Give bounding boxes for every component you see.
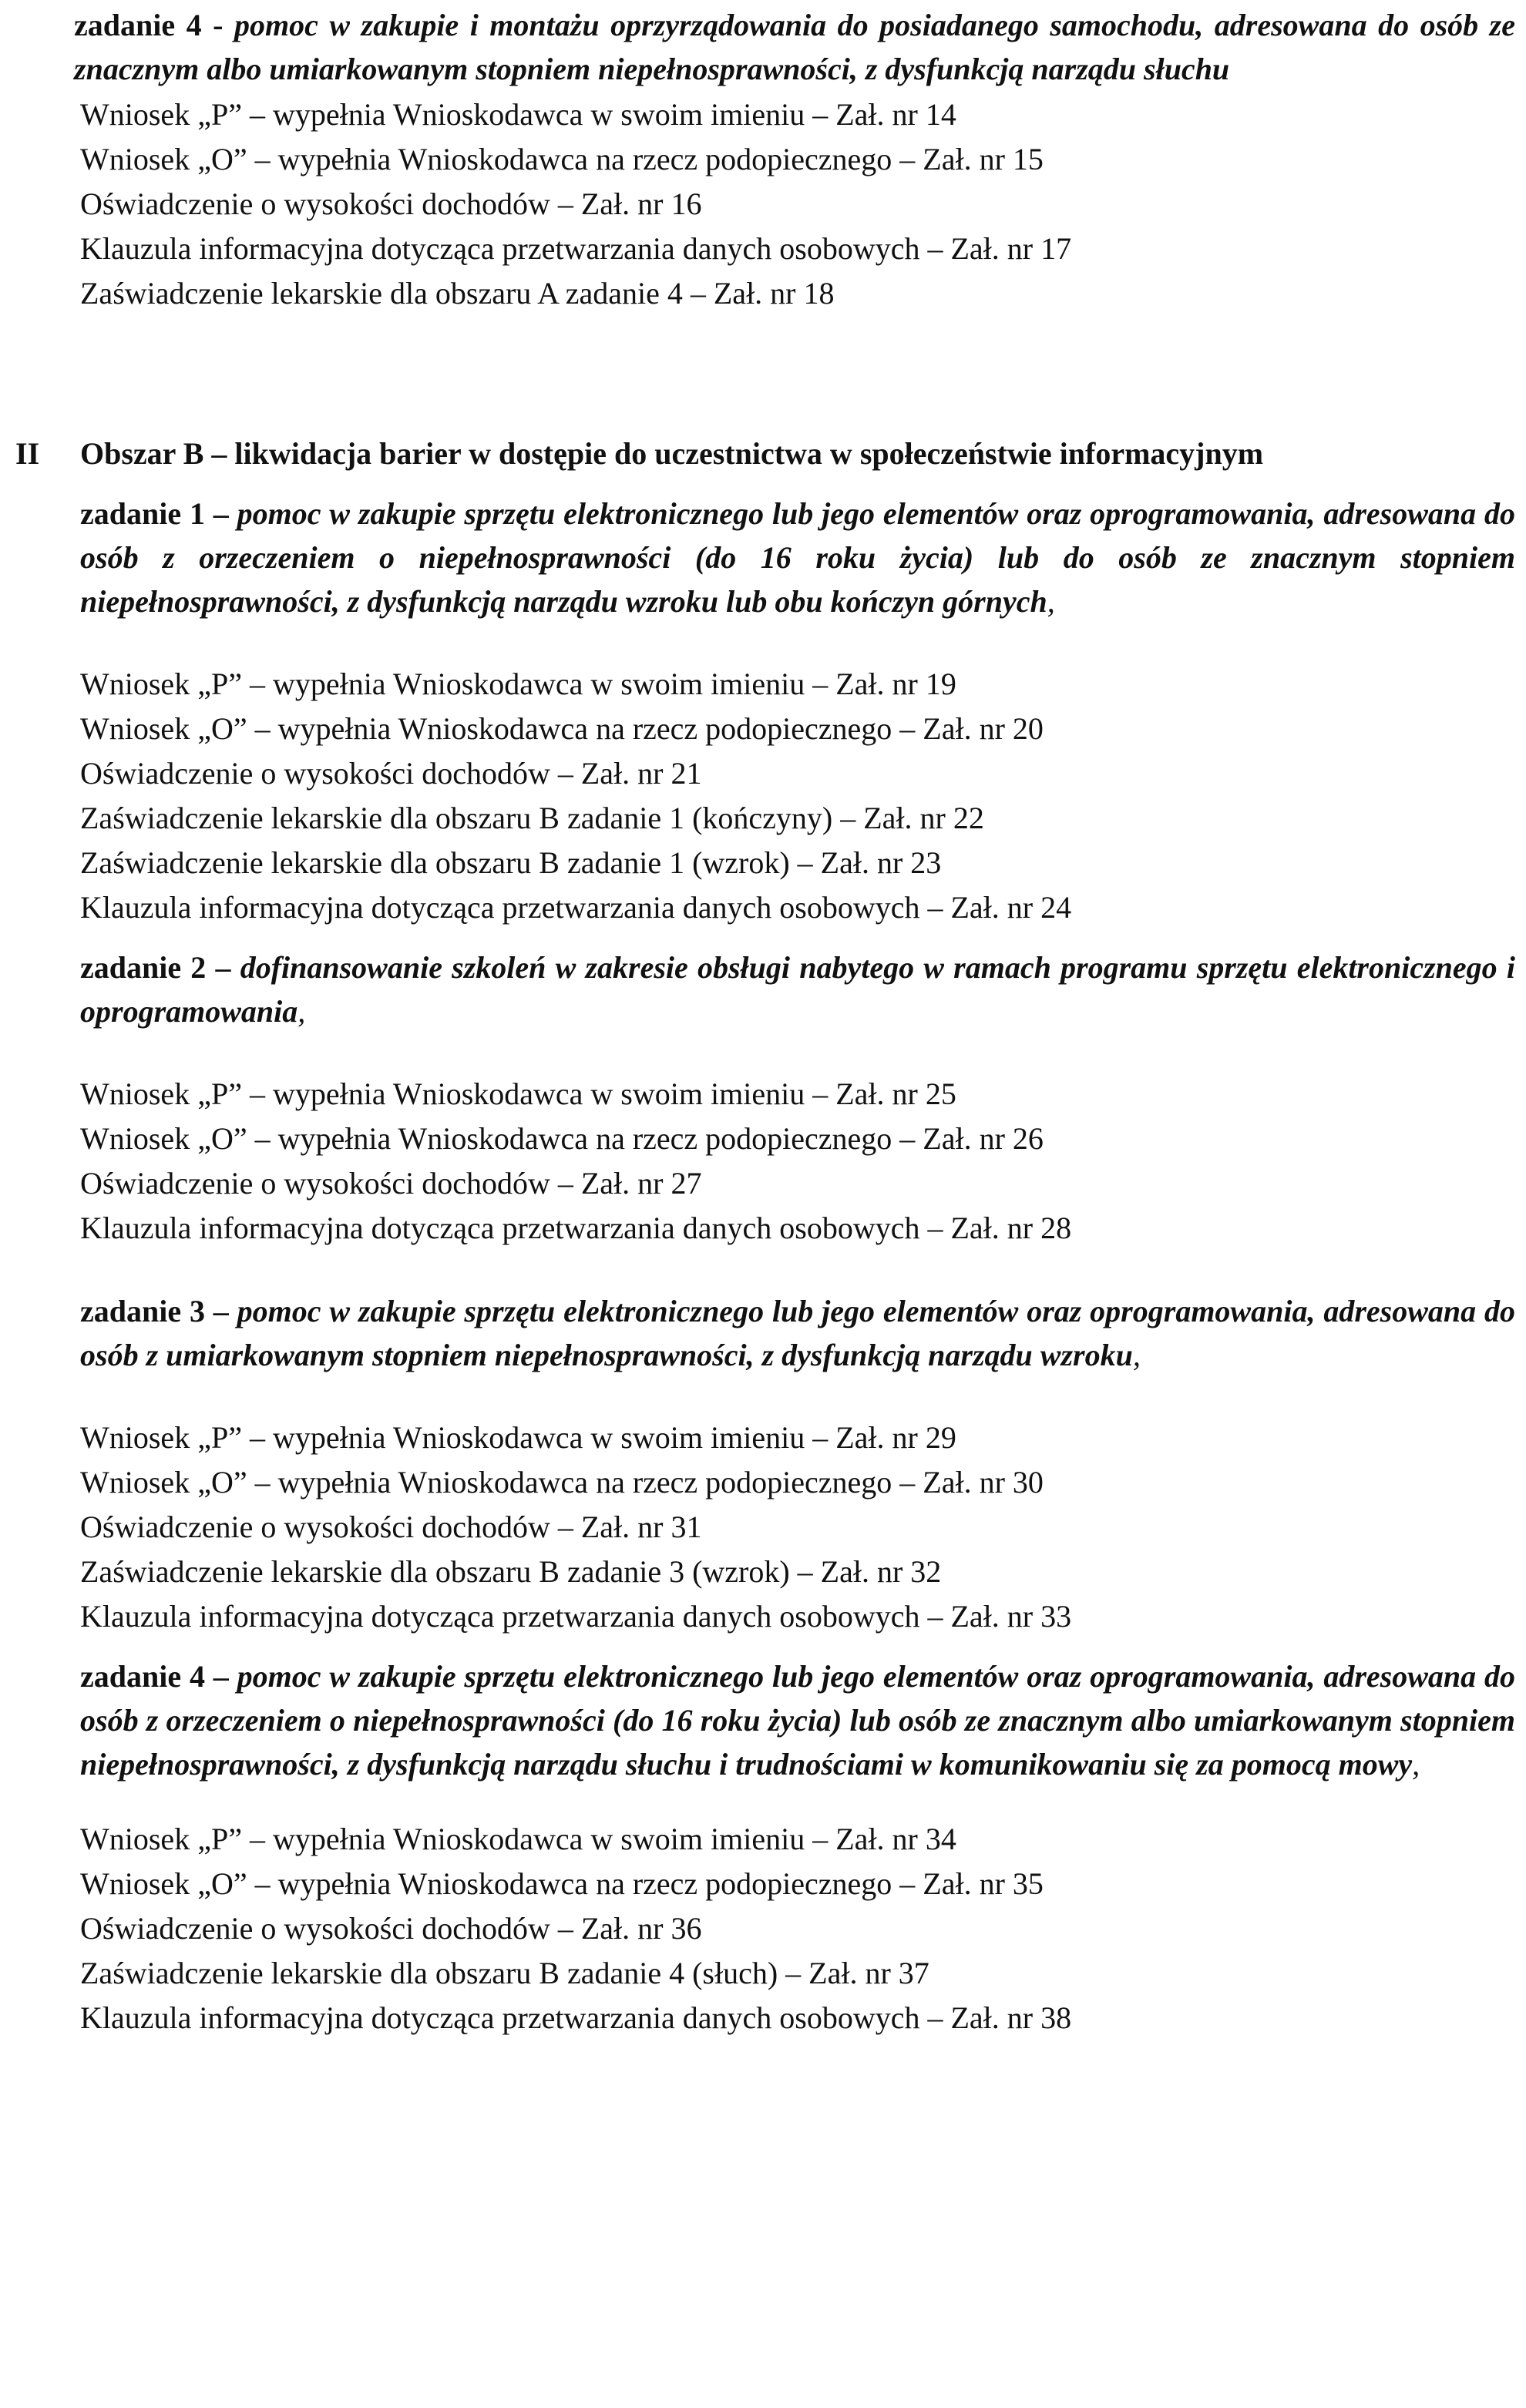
task-b2 (74, 945, 1515, 1251)
task-description: pomoc w zakupie sprzętu elektronicznego lub jego elementów oraz oprogramowania, adresowana do osób z orzeczeniem o niepełnosprawności (do 16 roku życia) lub do osób ze znacznym stopniem niepełnosprawności, z dysfunkcją narządu wzroku lub obu kończyn górnych (80, 496, 1515, 619)
task-label: zadanie 1 – (80, 496, 237, 531)
task-trail: , (1132, 1338, 1141, 1372)
attachment-item: Wniosek „O” – wypełnia Wnioskodawca na rzecz podopiecznego – Zał. nr 15 (80, 142, 1044, 176)
document-content (15, 3, 1515, 2040)
task-b3 (74, 1289, 1515, 1639)
task-description: dofinansowanie szkoleń w zakresie obsługi nabytego w ramach programu sprzętu elektronicznego i oprogramowania (80, 950, 1515, 1029)
attachment-item: Wniosek „P” – wypełnia Wnioskodawca w swoim imieniu – Zał. nr 29 (80, 1420, 956, 1455)
attachment-list (80, 662, 1515, 930)
attachment-list (80, 1072, 1515, 1251)
attachment-list (80, 1416, 1515, 1639)
attachment-item: Zaświadczenie lekarskie dla obszaru B zadanie 1 (wzrok) – Zał. nr 23 (80, 845, 942, 880)
task-heading (80, 1289, 1515, 1377)
task-heading (74, 3, 1515, 91)
section-numeral: II (15, 436, 40, 471)
section-area-b (15, 432, 1515, 2040)
task-b4 (74, 1654, 1515, 2040)
attachment-item: Zaświadczenie lekarskie dla obszaru B zadanie 4 (słuch) – Zał. nr 37 (80, 1956, 929, 1990)
attachment-item: Klauzula informacyjna dotycząca przetwarzania danych osobowych – Zał. nr 38 (80, 2000, 1072, 2035)
task-label: zadanie 4 – (80, 1659, 237, 1694)
attachment-item: Klauzula informacyjna dotycząca przetwarzania danych osobowych – Zał. nr 24 (80, 890, 1072, 925)
attachment-item: Wniosek „O” – wypełnia Wnioskodawca na rzecz podopiecznego – Zał. nr 26 (80, 1121, 1044, 1156)
attachment-list (80, 1817, 1515, 2040)
section-title: Obszar B – likwidacja barier w dostępie do uczestnictwa w społeczeństwie informacyjnym (80, 436, 1264, 471)
attachment-item: Oświadczenie o wysokości dochodów – Zał. nr 27 (80, 1166, 702, 1201)
attachment-item: Klauzula informacyjna dotycząca przetwarzania danych osobowych – Zał. nr 17 (80, 231, 1072, 266)
attachment-item: Wniosek „O” – wypełnia Wnioskodawca na rzecz podopiecznego – Zał. nr 35 (80, 1866, 1044, 1901)
attachment-item: Wniosek „P” – wypełnia Wnioskodawca w swoim imieniu – Zał. nr 14 (80, 97, 956, 132)
task-description: pomoc w zakupie sprzętu elektronicznego lub jego elementów oraz oprogramowania, adresowana do osób z orzeczeniem o niepełnosprawności (do 16 roku życia) lub osób ze znacznym albo umiarkowanym stopniem niepełnosprawności, z dysfunkcją narządu słuchu i trudnościami w komunikowaniu się za pomocą mowy (80, 1659, 1515, 1782)
task-a4 (74, 3, 1515, 316)
attachment-item: Zaświadczenie lekarskie dla obszaru B zadanie 1 (kończyny) – Zał. nr 22 (80, 801, 984, 835)
attachment-item: Wniosek „P” – wypełnia Wnioskodawca w swoim imieniu – Zał. nr 19 (80, 667, 956, 701)
attachment-item: Wniosek „P” – wypełnia Wnioskodawca w swoim imieniu – Zał. nr 25 (80, 1076, 956, 1111)
attachment-item: Wniosek „O” – wypełnia Wnioskodawca na rzecz podopiecznego – Zał. nr 30 (80, 1465, 1044, 1500)
task-heading (80, 1654, 1515, 1786)
task-label: zadanie 4 - (74, 8, 234, 42)
attachment-item: Wniosek „P” – wypełnia Wnioskodawca w swoim imieniu – Zał. nr 34 (80, 1822, 956, 1856)
attachment-item: Zaświadczenie lekarskie dla obszaru A zadanie 4 – Zał. nr 18 (80, 276, 835, 311)
task-trail: , (1047, 584, 1055, 619)
task-trail: , (297, 994, 306, 1029)
attachment-item: Oświadczenie o wysokości dochodów – Zał. nr 21 (80, 756, 702, 791)
task-heading (80, 945, 1515, 1033)
attachment-item: Oświadczenie o wysokości dochodów – Zał. nr 16 (80, 186, 702, 221)
task-description: pomoc w zakupie sprzętu elektronicznego lub jego elementów oraz oprogramowania, adresowana do osób z umiarkowanym stopniem niepełnosprawności, z dysfunkcją narządu wzroku (80, 1294, 1515, 1372)
attachment-list (74, 92, 1515, 316)
task-label: zadanie 2 – (80, 950, 240, 985)
attachment-item: Wniosek „O” – wypełnia Wnioskodawca na rzecz podopiecznego – Zał. nr 20 (80, 711, 1044, 746)
attachment-item: Oświadczenie o wysokości dochodów – Zał. nr 31 (80, 1510, 702, 1544)
attachment-item: Zaświadczenie lekarskie dla obszaru B zadanie 3 (wzrok) – Zał. nr 32 (80, 1554, 942, 1589)
task-heading (80, 492, 1515, 623)
attachment-item: Klauzula informacyjna dotycząca przetwarzania danych osobowych – Zał. nr 28 (80, 1211, 1072, 1245)
attachment-item: Oświadczenie o wysokości dochodów – Zał. nr 36 (80, 1911, 702, 1946)
task-trail: , (1412, 1747, 1420, 1782)
task-b1 (74, 492, 1515, 930)
task-label: zadanie 3 – (80, 1294, 237, 1328)
task-description: pomoc w zakupie i montażu oprzyrządowania do posiadanego samochodu, adresowana do osób ze znacznym albo umiarkowanym stopniem niepełnosprawności, z dysfunkcją narządu słuchu (74, 8, 1515, 86)
attachment-item: Klauzula informacyjna dotycząca przetwarzania danych osobowych – Zał. nr 33 (80, 1599, 1072, 1634)
